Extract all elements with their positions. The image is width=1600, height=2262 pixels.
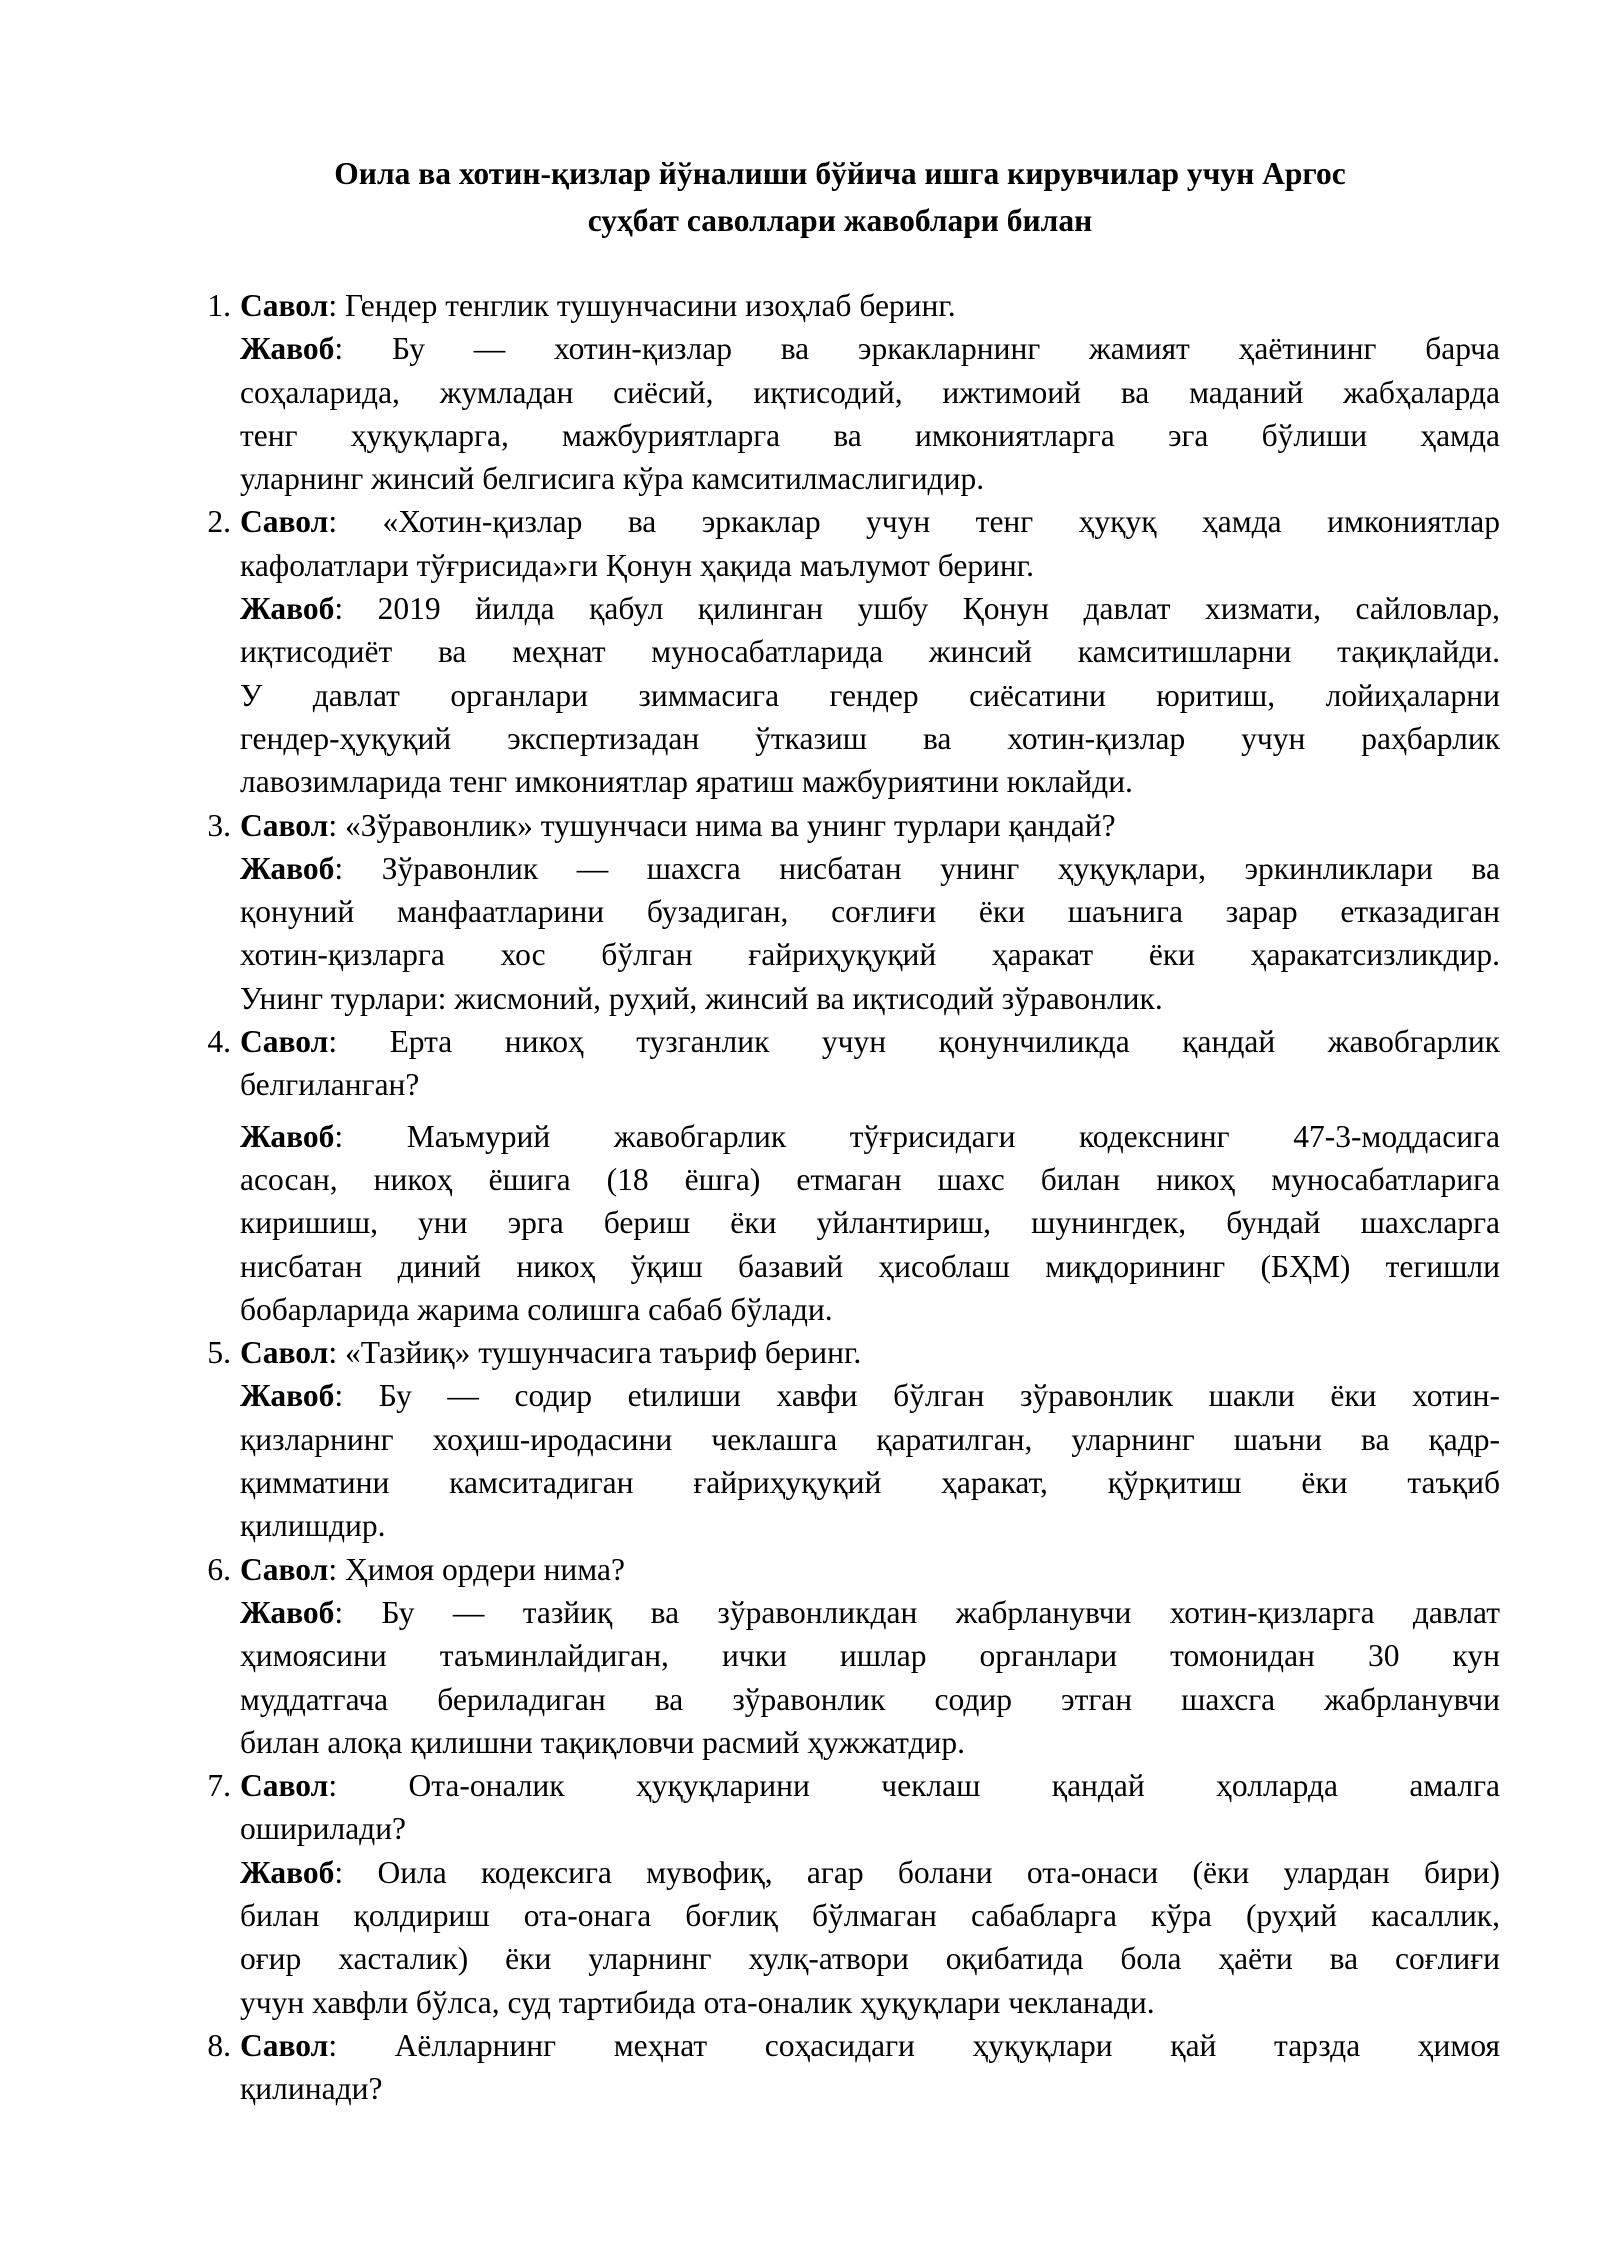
question-line <box>240 1807 1500 1850</box>
item-body <box>240 2024 1500 2111</box>
answer-text: : Зўравонлик — шахсга нисбатан унинг ҳуқуқлари, эркинликлари ва <box>334 850 1500 886</box>
item-body <box>240 1764 1500 2024</box>
question-label: Савол <box>240 1768 329 1804</box>
answer-text: билан алоқа қилишни тақиқловчи расмий ҳужжатдир. <box>240 1724 965 1760</box>
answer-line <box>240 1721 1500 1764</box>
answer-text: бобарларида жарима солишга сабаб бўлади. <box>240 1291 833 1327</box>
question-line <box>240 1063 1500 1106</box>
answer-line <box>240 760 1500 803</box>
question-label: Савол <box>240 807 329 843</box>
answer-text: қилишдир. <box>240 1508 386 1544</box>
answer-line <box>240 1851 1500 1894</box>
question-text: оширилади? <box>240 1811 407 1847</box>
answer-line <box>240 587 1500 630</box>
question-text: кафолатлари тўғрисида»ги Қонун ҳақида маълумот беринг. <box>240 547 1035 583</box>
answer-text: ҳимоясини таъминлайдиган, ички ишлар органлари томонидан 30 кун <box>240 1638 1500 1674</box>
question-line <box>240 2024 1500 2067</box>
answer-text: оғир хасталик) ёки уларнинг хулқ-атвори оқибатида бола ҳаёти ва соғлиғи <box>240 1941 1500 1977</box>
answer-text: қизларнинг хоҳиш-иродасини чеклашга қаратилган, уларнинг шаъни ва қадр- <box>240 1421 1500 1457</box>
answer-line <box>240 1158 1500 1201</box>
question-line <box>240 2067 1500 2110</box>
question-label: Савол <box>240 288 329 323</box>
answer-text: киришиш, уни эрга бериш ёки уйлантириш, шунингдек, бундай шахсларга <box>240 1205 1500 1241</box>
answer-line <box>240 1678 1500 1721</box>
answer-text: уларнинг жинсий белгисига кўра камситилмаслигидир. <box>240 461 985 497</box>
qa-item <box>170 1020 1500 1331</box>
answer-text: лавозимларида тенг имкониятлар яратиш мажбуриятини юклайди. <box>240 764 1133 800</box>
answer-line <box>240 1894 1500 1937</box>
question-label: Савол <box>240 1551 329 1587</box>
question-line <box>240 500 1500 543</box>
answer-line <box>240 1288 1500 1331</box>
qa-item <box>170 1764 1500 2024</box>
answer-line <box>240 327 1500 370</box>
question-line <box>240 1548 1500 1591</box>
document-title <box>180 150 1500 244</box>
item-number: 7. <box>207 1768 231 1804</box>
item-body <box>240 1548 1500 1764</box>
answer-line <box>240 371 1500 414</box>
question-text: : «Тазйиқ» тушунчасига таъриф беринг. <box>328 1335 862 1371</box>
answer-label: Жавоб <box>240 591 335 627</box>
answer-text: иқтисодиёт ва меҳнат муносабатларида жинсий камситишларни тақиқлайди. <box>240 634 1500 670</box>
answer-text: : Бу — содир etилиши хавфи бўлган зўравонлик шакли ёки хотин- <box>334 1378 1500 1414</box>
question-text: қилинади? <box>240 2071 383 2107</box>
answer-text: соҳаларида, жумладан сиёсий, иқтисодий, ижтимоий ва маданий жабҳаларда <box>240 374 1500 410</box>
item-number: 6. <box>207 1551 231 1587</box>
question-text: : Аёлларнинг меҳнат соҳасидаги ҳуқуқлари қай тарзда ҳимоя <box>328 2027 1500 2063</box>
question-line <box>240 804 1500 847</box>
answer-text: учун хавфли бўлса, суд тартибида ота-оналик ҳуқуқлари чекланади. <box>240 1984 1155 2020</box>
answer-line <box>240 1245 1500 1288</box>
answer-text: тенг ҳуқуқларга, мажбуриятларга ва имкониятларга эга бўлиши ҳамда <box>240 417 1500 453</box>
question-text: : Ота-оналик ҳуқуқларини чеклаш қандай ҳолларда амалга <box>328 1768 1500 1804</box>
answer-text: муддатгача бериладиган ва зўравонлик содир этган шахсга жабрланувчи <box>240 1681 1500 1717</box>
answer-text: гендер-ҳуқуқий экспертизадан ўтказиш ва хотин-қизлар учун раҳбарлик <box>240 720 1500 756</box>
question-text: белгиланган? <box>240 1067 420 1103</box>
answer-line <box>240 1981 1500 2024</box>
question-text: : Ҳимоя ордери нима? <box>328 1551 625 1587</box>
answer-line <box>240 630 1500 673</box>
question-line <box>240 1331 1500 1374</box>
answer-label: Жавоб <box>240 1378 335 1414</box>
answer-text: : Оила кодексига мувофиқ, агар болани ота-онаси (ёки улардан бири) <box>334 1854 1500 1890</box>
answer-text: : Бу — тазйиқ ва зўравонликдан жабрланувчи хотин-қизларга давлат <box>334 1594 1500 1630</box>
qa-list <box>170 284 1500 2110</box>
answer-line <box>240 1374 1500 1417</box>
answer-line <box>240 414 1500 457</box>
answer-text: Унинг турлари: жисмоний, руҳий, жинсий ва иқтисодий зўравонлик. <box>240 980 1163 1016</box>
question-line <box>240 284 1500 327</box>
item-number: 1. <box>207 288 231 323</box>
answer-label: Жавоб <box>240 1854 335 1890</box>
item-number: 5. <box>207 1335 231 1371</box>
answer-label: Жавоб <box>240 1594 335 1630</box>
answer-text: : Бу — хотин-қизлар ва эркакларнинг жамият ҳаётининг барча <box>334 331 1500 367</box>
item-number: 8. <box>207 2027 231 2063</box>
answer-text: билан қолдириш ота-онага боғлиқ бўлмаган сабабларга кўра (руҳий касаллик, <box>240 1897 1500 1933</box>
answer-text: : Маъмурий жавобгарлик тўғрисидаги кодекснинг 47-3-моддасига <box>334 1118 1500 1154</box>
question-label: Савол <box>240 2027 329 2063</box>
question-label: Савол <box>240 1024 329 1060</box>
answer-line <box>240 674 1500 717</box>
item-body <box>240 500 1500 803</box>
qa-item <box>170 2024 1500 2111</box>
answer-text: нисбатан диний никоҳ ўқиш базавий ҳисоблаш миқдорининг (БҲМ) тегишли <box>240 1248 1500 1284</box>
item-body <box>240 1020 1500 1331</box>
title-line-1: Оила ва хотин-қизлар йўналиши бўйича ишга кирувчилар учун Аргос <box>334 156 1346 191</box>
answer-line <box>240 933 1500 976</box>
title-line-2: суҳбат саволлари жавоблари билан <box>587 203 1093 238</box>
answer-line <box>240 1201 1500 1244</box>
answer-text: хотин-қизларга хос бўлган ғайриҳуқуқий ҳаракат ёки ҳаракатсизликдир. <box>240 937 1500 973</box>
question-text: : Ерта никоҳ тузганлик учун қонунчиликда қандай жавобгарлик <box>328 1024 1500 1060</box>
answer-text: қимматини камситадиган ғайриҳуқуқий ҳаракат, қўрқитиш ёки таъқиб <box>240 1465 1500 1501</box>
qa-item <box>170 804 1500 1020</box>
item-body <box>240 804 1500 1020</box>
question-label: Савол <box>240 504 329 540</box>
answer-line <box>240 847 1500 890</box>
answer-line <box>240 1504 1500 1547</box>
answer-line <box>240 890 1500 933</box>
answer-line <box>240 1634 1500 1677</box>
qa-item <box>170 1331 1500 1547</box>
answer-line <box>240 977 1500 1020</box>
answer-line <box>240 457 1500 500</box>
question-text: : «Зўравонлик» тушунчаси нима ва унинг турлари қандай? <box>328 807 1116 843</box>
question-line <box>240 1020 1500 1063</box>
answer-line <box>240 1937 1500 1980</box>
answer-line <box>240 1591 1500 1634</box>
answer-label: Жавоб <box>240 850 335 886</box>
answer-label: Жавоб <box>240 331 335 367</box>
qa-item <box>170 284 1500 500</box>
answer-text: қонуний манфаатларини бузадиган, соғлиғи ёки шаънига зарар етказадиган <box>240 894 1500 930</box>
item-body <box>240 284 1500 500</box>
answer-line <box>240 717 1500 760</box>
qa-item <box>170 1548 1500 1764</box>
answer-text: : 2019 йилда қабул қилинган ушбу Қонун давлат хизмати, сайловлар, <box>334 591 1500 627</box>
item-body <box>240 1331 1500 1547</box>
item-number: 2. <box>207 504 231 540</box>
answer-text: асосан, никоҳ ёшига (18 ёшга) етмаган шахс билан никоҳ муносабатларига <box>240 1161 1500 1197</box>
question-text: : Гендер тенглик тушунчасини изоҳлаб беринг. <box>328 288 956 323</box>
qa-item <box>170 500 1500 803</box>
answer-line <box>240 1461 1500 1504</box>
answer-text: У давлат органлари зиммасига гендер сиёсатини юритиш, лойиҳаларни <box>240 677 1500 713</box>
question-label: Савол <box>240 1335 329 1371</box>
item-number: 3. <box>207 807 231 843</box>
answer-line <box>240 1418 1500 1461</box>
answer-line <box>240 1115 1500 1158</box>
question-line <box>240 544 1500 587</box>
question-text: : «Хотин-қизлар ва эркаклар учун тенг ҳуқуқ ҳамда имкониятлар <box>328 504 1500 540</box>
answer-label: Жавоб <box>240 1118 335 1154</box>
item-number: 4. <box>207 1024 231 1060</box>
question-line <box>240 1764 1500 1807</box>
